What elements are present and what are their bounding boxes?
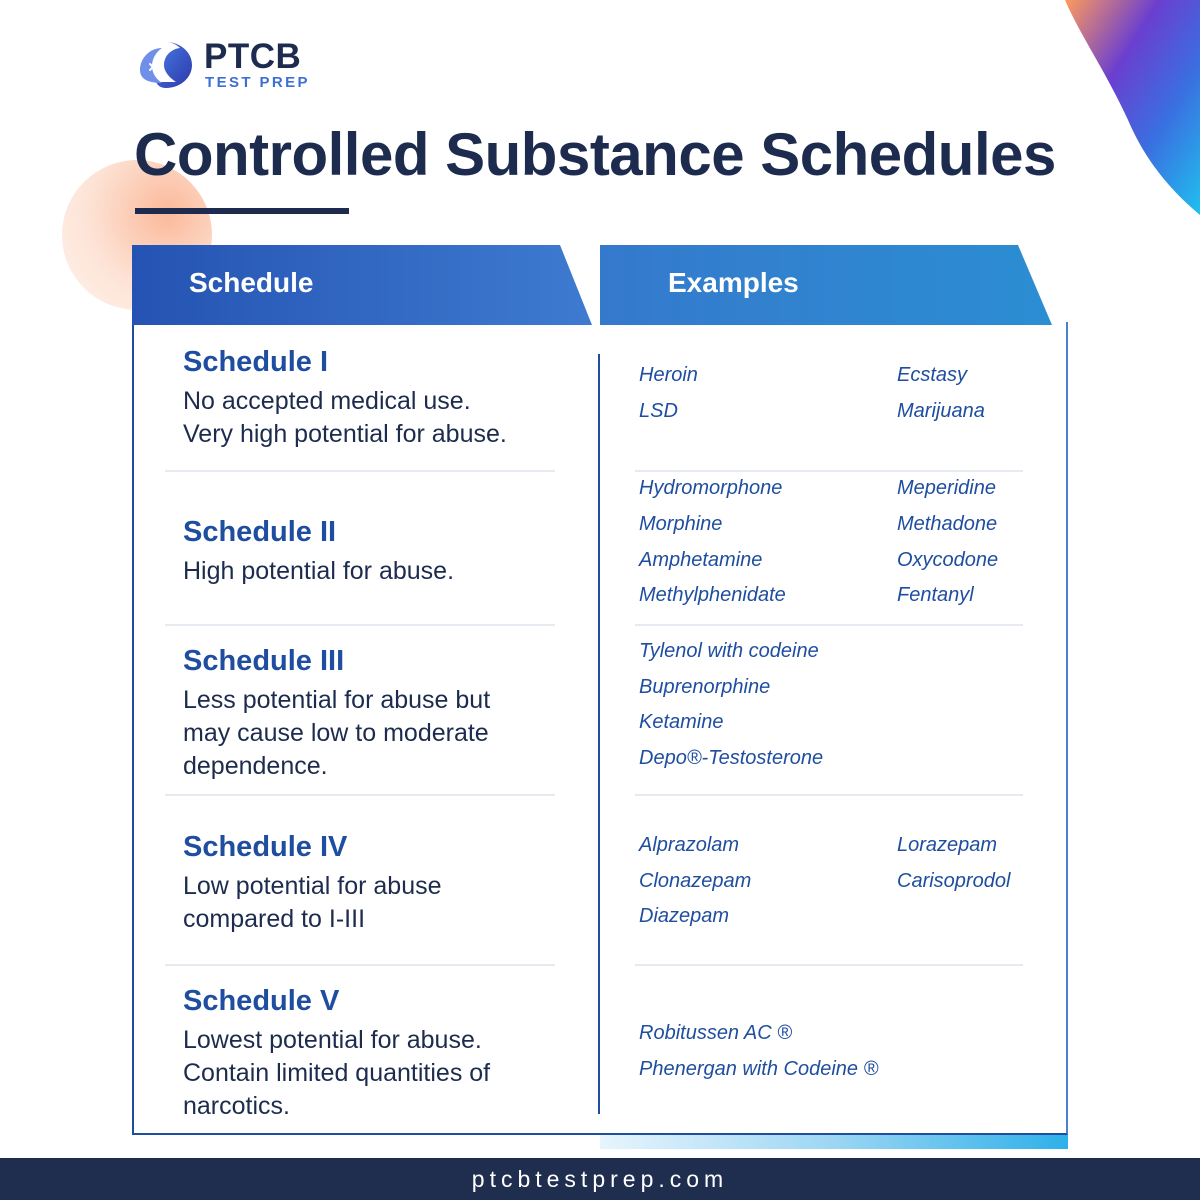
row-separator (635, 470, 1023, 472)
description-line: dependence. (183, 752, 328, 780)
example-item: Depo®-Testosterone (639, 747, 824, 769)
description-line: Low potential for abuse (183, 872, 442, 900)
example-item: Oxycodone (897, 549, 999, 571)
logo-text: PTCB (204, 37, 302, 76)
example-item: Alprazolam (639, 834, 740, 856)
description-line: Less potential for abuse but (183, 686, 491, 714)
description-line: Contain limited quantities of (183, 1059, 491, 1087)
row-separator (165, 470, 555, 472)
header-examples-label: Examples (668, 267, 799, 298)
logo-icon (136, 40, 194, 90)
example-item: Robitussen AC ® (639, 1022, 792, 1044)
schedule-3-description (183, 684, 583, 783)
schedule-4-name: Schedule IV (183, 831, 348, 863)
schedule-2-description (183, 555, 583, 588)
example-item: Clonazepam (639, 870, 752, 892)
schedule-1-description (183, 385, 583, 451)
description-line: narcotics. (183, 1092, 290, 1120)
example-item: Buprenorphine (639, 676, 771, 698)
footer-url-link[interactable]: ptcbtestprep.com (471, 1166, 729, 1192)
schedule-2-name: Schedule II (183, 516, 337, 548)
example-item: Ecstasy (897, 364, 968, 386)
example-item: Marijuana (897, 400, 985, 422)
title-underline (135, 208, 349, 214)
schedule-1-name: Schedule I (183, 346, 329, 378)
description-line: may cause low to moderate (183, 719, 489, 747)
decorative-corner-shape (1020, 0, 1200, 230)
example-item: Carisoprodol (897, 870, 1011, 892)
row-separator (635, 624, 1023, 626)
column-divider (598, 354, 600, 1114)
description-line: No accepted medical use. (183, 387, 471, 415)
logo-subtext: TEST PREP (205, 74, 310, 91)
example-item: Lorazepam (897, 834, 998, 856)
description-line: compared to I-III (183, 905, 366, 933)
description-line: High potential for abuse. (183, 557, 455, 585)
row-separator (165, 794, 555, 796)
schedule-3-name: Schedule III (183, 645, 345, 677)
example-item: Fentanyl (897, 584, 974, 606)
example-item: Diazepam (639, 905, 730, 927)
example-item: Morphine (639, 513, 723, 535)
example-item: Meperidine (897, 477, 996, 499)
example-item: Tylenol with codeine (639, 640, 819, 662)
example-item: Methylphenidate (639, 584, 786, 606)
description-line: Very high potential for abuse. (183, 420, 507, 448)
row-separator (165, 964, 555, 966)
row-separator (635, 964, 1023, 966)
row-separator (165, 624, 555, 626)
example-item: Amphetamine (639, 549, 763, 571)
row-separator (635, 794, 1023, 796)
schedule-4-description (183, 870, 583, 936)
description-line: Lowest potential for abuse. (183, 1026, 482, 1054)
page-title: Controlled Substance Schedules (134, 121, 1056, 188)
schedule-5-description (183, 1024, 583, 1123)
example-item: Phenergan with Codeine ® (639, 1058, 879, 1080)
schedule-5-name: Schedule V (183, 985, 340, 1017)
example-item: Ketamine (639, 711, 724, 733)
example-item: Heroin (639, 364, 698, 386)
example-item: Methadone (897, 513, 998, 535)
header-schedule-label: Schedule (189, 267, 314, 298)
example-item: Hydromorphone (639, 477, 783, 499)
example-item: LSD (639, 400, 678, 422)
